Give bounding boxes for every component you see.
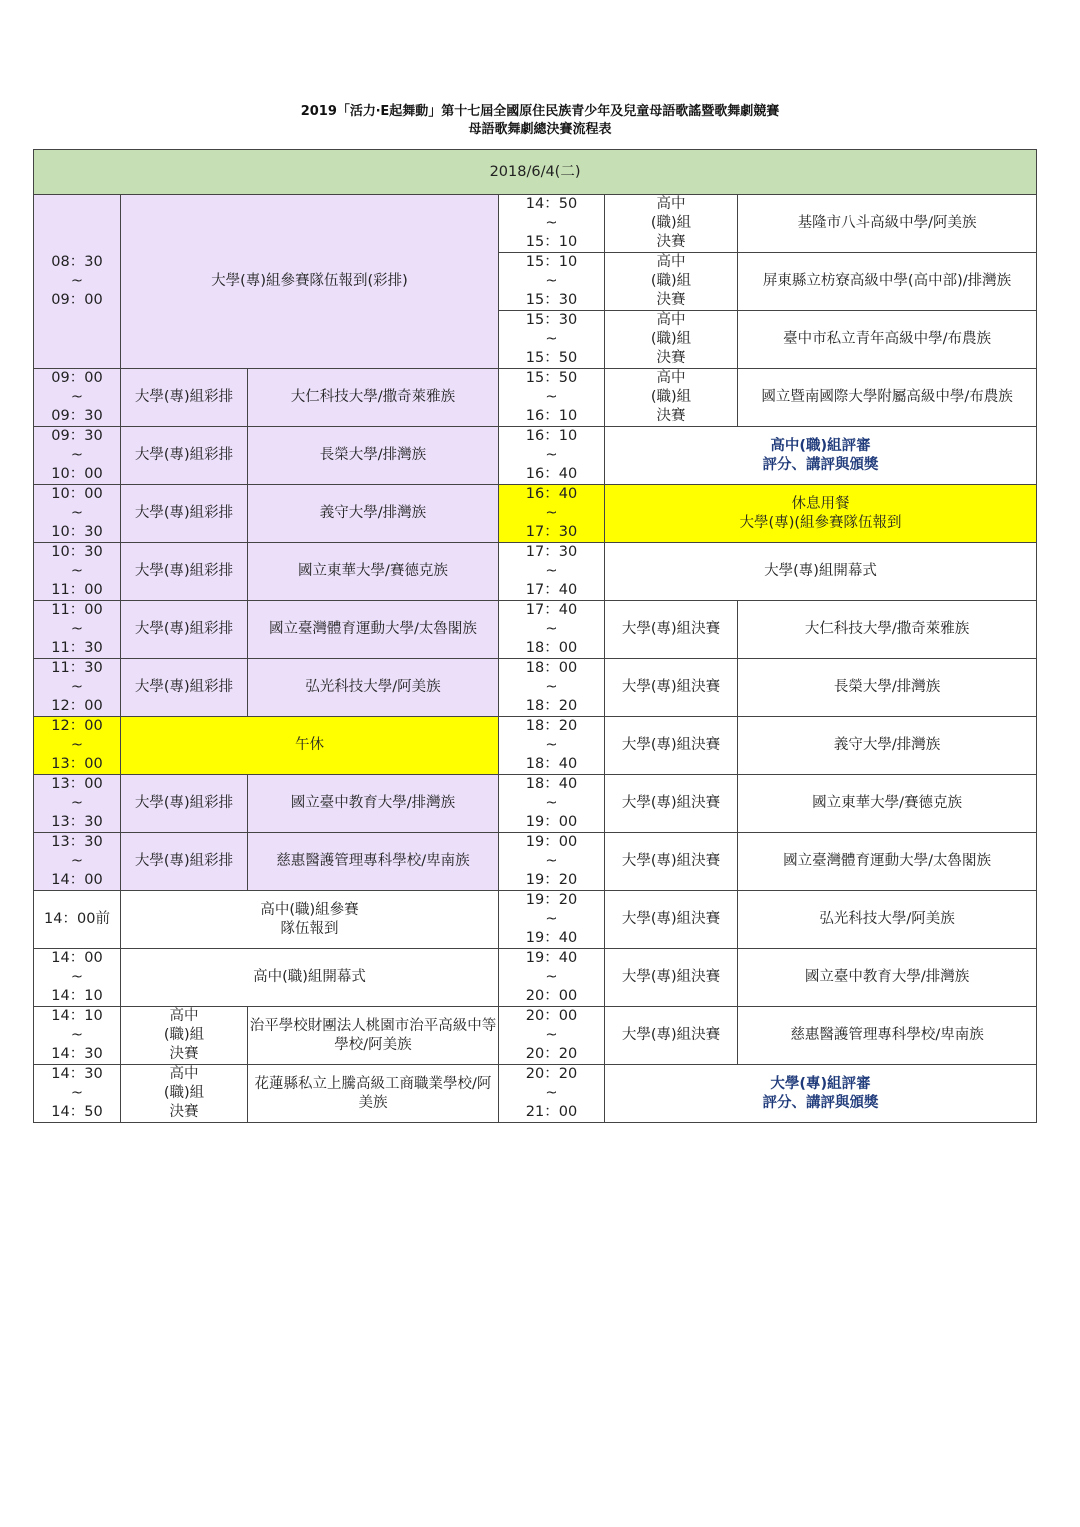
table-row — [34, 1065, 1037, 1123]
category-cell: 大學(專)組彩排 — [121, 485, 248, 543]
team-cell: 國立暨南國際大學附屬高級中學/布農族 — [738, 369, 1037, 427]
time-cell: 10：00 ~ 10：30 — [34, 485, 121, 543]
lunch-cell: 午休 — [121, 717, 499, 775]
category-cell: 高中 (職)組 決賽 — [121, 1007, 248, 1065]
time-cell: 19：20 ~ 19：40 — [499, 891, 605, 949]
time-cell: 14：00 ~ 14：10 — [34, 949, 121, 1007]
team-cell: 國立臺中教育大學/排灣族 — [248, 775, 499, 833]
table-row — [34, 717, 1037, 775]
category-cell: 大學(專)組決賽 — [605, 1007, 738, 1065]
time-cell: 18：20 ~ 18：40 — [499, 717, 605, 775]
category-cell: 大學(專)組決賽 — [605, 717, 738, 775]
time-cell: 14：50 ~ 15：10 — [499, 195, 605, 253]
team-cell: 國立臺灣體育運動大學/太魯閣族 — [248, 601, 499, 659]
team-cell: 慈惠醫護管理專科學校/卑南族 — [248, 833, 499, 891]
time-cell: 10：30 ~ 11：00 — [34, 543, 121, 601]
table-row — [34, 195, 1037, 253]
team-cell: 屏東縣立枋寮高級中學(高中部)/排灣族 — [738, 253, 1037, 311]
team-cell: 國立東華大學/賽德克族 — [248, 543, 499, 601]
team-cell: 國立臺灣體育運動大學/太魯閣族 — [738, 833, 1037, 891]
time-cell: 14：10 ~ 14：30 — [34, 1007, 121, 1065]
table-row — [34, 659, 1037, 717]
team-cell: 花蓮縣私立上騰高級工商職業學校/阿美族 — [248, 1065, 499, 1123]
time-cell: 16：40 ~ 17：30 — [499, 485, 605, 543]
document-header — [0, 103, 1080, 139]
table-row — [34, 601, 1037, 659]
schedule-table — [33, 149, 1037, 1123]
time-cell: 15：10 ~ 15：30 — [499, 253, 605, 311]
team-cell: 臺中市私立青年高級中學/布農族 — [738, 311, 1037, 369]
time-cell: 14：30 ~ 14：50 — [34, 1065, 121, 1123]
table-row — [34, 833, 1037, 891]
category-cell: 大學(專)組決賽 — [605, 833, 738, 891]
table-row — [34, 949, 1037, 1007]
table-row — [34, 543, 1037, 601]
time-cell: 19：00 ~ 19：20 — [499, 833, 605, 891]
category-cell: 大學(專)組決賽 — [605, 891, 738, 949]
team-cell: 義守大學/排灣族 — [738, 717, 1037, 775]
category-cell: 大學(專)組決賽 — [605, 601, 738, 659]
team-cell: 弘光科技大學/阿美族 — [738, 891, 1037, 949]
registration-cell: 高中(職)組參賽 隊伍報到 — [121, 891, 499, 949]
time-cell: 11：30 ~ 12：00 — [34, 659, 121, 717]
category-cell: 高中 (職)組 決賽 — [605, 311, 738, 369]
team-cell: 弘光科技大學/阿美族 — [248, 659, 499, 717]
opening-cell: 大學(專)組開幕式 — [605, 543, 1037, 601]
time-cell: 11：00 ~ 11：30 — [34, 601, 121, 659]
category-cell: 大學(專)組彩排 — [121, 659, 248, 717]
team-cell: 國立臺中教育大學/排灣族 — [738, 949, 1037, 1007]
team-cell: 國立東華大學/賽德克族 — [738, 775, 1037, 833]
team-cell: 長榮大學/排灣族 — [248, 427, 499, 485]
time-cell: 18：40 ~ 19：00 — [499, 775, 605, 833]
category-cell: 大學(專)組彩排 — [121, 833, 248, 891]
category-cell: 大學(專)組彩排 — [121, 543, 248, 601]
time-cell: 20：00 ~ 20：20 — [499, 1007, 605, 1065]
time-cell: 12：00 ~ 13：00 — [34, 717, 121, 775]
table-row — [34, 1007, 1037, 1065]
document-subtitle: 母語歌舞劇總決賽流程表 — [468, 122, 612, 137]
time-cell: 13：30 ~ 14：00 — [34, 833, 121, 891]
time-cell: 14：00前 — [34, 891, 121, 949]
team-cell: 大仁科技大學/撒奇萊雅族 — [248, 369, 499, 427]
judging-cell: 高中(職)組評審 評分、講評與頒獎 — [605, 427, 1037, 485]
table-row — [34, 427, 1037, 485]
document-title: 2019「活力‧E起舞動」第十七屆全國原住民族青少年及兒童母語歌謠暨歌舞劇競賽 — [300, 104, 780, 119]
category-cell: 高中 (職)組 決賽 — [605, 195, 738, 253]
team-cell: 長榮大學/排灣族 — [738, 659, 1037, 717]
time-cell: 13：00 ~ 13：30 — [34, 775, 121, 833]
category-cell: 大學(專)組彩排 — [121, 369, 248, 427]
category-cell: 高中 (職)組 決賽 — [605, 369, 738, 427]
judging-cell: 大學(專)組評審 評分、講評與頒獎 — [605, 1065, 1037, 1123]
time-cell: 17：40 ~ 18：00 — [499, 601, 605, 659]
time-cell: 09：00 ~ 09：30 — [34, 369, 121, 427]
time-cell: 19：40 ~ 20：00 — [499, 949, 605, 1007]
time-cell: 18：00 ~ 18：20 — [499, 659, 605, 717]
dinner-cell: 休息用餐 大學(專)(組參賽隊伍報到 — [605, 485, 1037, 543]
category-cell: 高中 (職)組 決賽 — [605, 253, 738, 311]
category-cell: 大學(專)組決賽 — [605, 775, 738, 833]
date-header: 2018/6/4(二) — [34, 150, 1037, 195]
team-cell: 義守大學/排灣族 — [248, 485, 499, 543]
category-cell: 大學(專)組彩排 — [121, 601, 248, 659]
time-cell: 17：30 ~ 17：40 — [499, 543, 605, 601]
time-cell: 08：30 ~ 09：00 — [34, 195, 121, 369]
category-cell: 大學(專)組決賽 — [605, 949, 738, 1007]
registration-cell: 大學(專)組參賽隊伍報到(彩排) — [121, 195, 499, 369]
time-cell: 15：30 ~ 15：50 — [499, 311, 605, 369]
category-cell: 高中 (職)組 決賽 — [121, 1065, 248, 1123]
table-row — [34, 485, 1037, 543]
team-cell: 治平學校財團法人桃園市治平高級中等學校/阿美族 — [248, 1007, 499, 1065]
category-cell: 大學(專)組彩排 — [121, 775, 248, 833]
category-cell: 大學(專)組彩排 — [121, 427, 248, 485]
table-row — [34, 369, 1037, 427]
team-cell: 基隆市八斗高級中學/阿美族 — [738, 195, 1037, 253]
time-cell: 15：50 ~ 16：10 — [499, 369, 605, 427]
team-cell: 慈惠醫護管理專科學校/卑南族 — [738, 1007, 1037, 1065]
table-row — [34, 775, 1037, 833]
time-cell: 16：10 ~ 16：40 — [499, 427, 605, 485]
table-row — [34, 891, 1037, 949]
time-cell: 20：20 ~ 21：00 — [499, 1065, 605, 1123]
date-row — [34, 150, 1037, 195]
team-cell: 大仁科技大學/撒奇萊雅族 — [738, 601, 1037, 659]
time-cell: 09：30 ~ 10：00 — [34, 427, 121, 485]
category-cell: 大學(專)組決賽 — [605, 659, 738, 717]
opening-cell: 高中(職)組開幕式 — [121, 949, 499, 1007]
